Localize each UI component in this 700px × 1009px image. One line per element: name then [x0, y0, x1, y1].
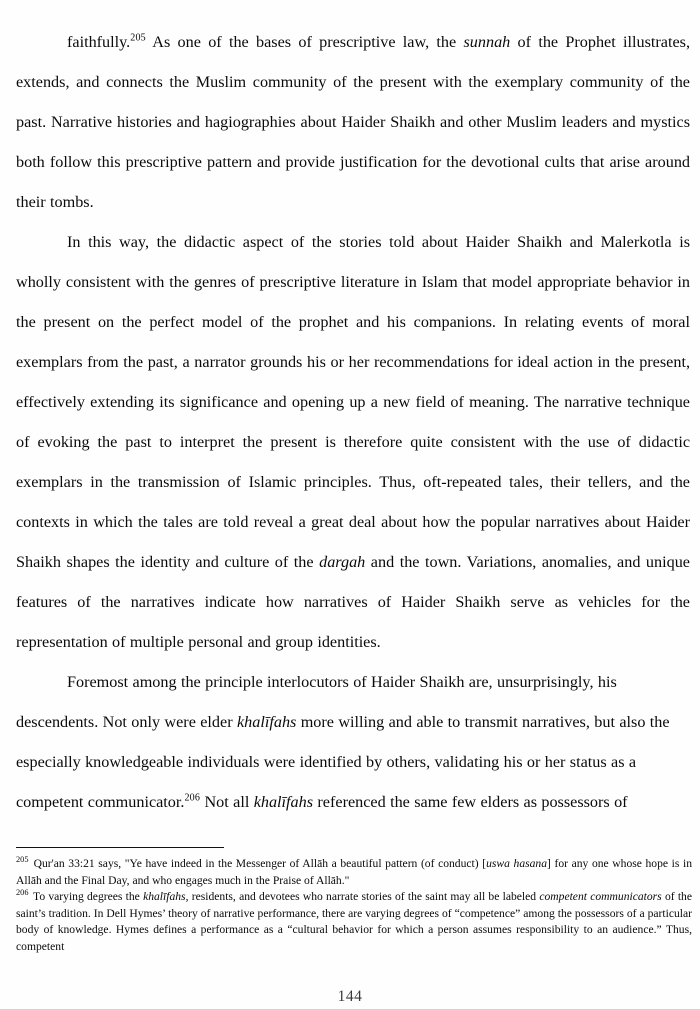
footnote-section [16, 856, 692, 956]
italic-term: khalīfahs [143, 890, 186, 904]
italic-term: dargah [319, 553, 366, 571]
footnote-reference-206[interactable]: 206 [184, 792, 201, 804]
footnote-number-206: 206 [16, 888, 29, 898]
footnote-206: $^{206}$ To varying degrees the khalīfahs, residents, and devotees who narrate stories of the saint may all be labeled competent communicators of the saint’s tradition. In Dell Hymes’ theory of narrative performance, there are varying degrees of “competence” among the possessors of a particular body of knowledge. Hymes defines a performance as a “cultural behavior for which a person assumes responsibility to an audience.” Thus, competent [16, 888, 693, 953]
italic-term: khalīfahs [236, 713, 297, 731]
body-paragraph-1: faithfully.$^{205}$ As one of the bases of prescriptive law, the sunnah of the Prophet illustrates, extends, and connects the Muslim community of the present with the exemplary community of the past. Narrative histories and hagiographies about Haider Shaikh and other Muslim leaders and mystics both follow this prescriptive pattern and provide justification for the devotional cults that arise around their tombs. [16, 32, 690, 211]
footnote-reference-205[interactable]: 205 [130, 32, 146, 44]
page-number: 144 [337, 988, 363, 1005]
italic-term: khalīfahs [253, 793, 314, 811]
footnote-205: $^{205}$ Qur'an 33:21 says, "Ye have indeed in the Messenger of Allāh a beautiful pattern (of conduct) [uswa hasana] for any one whose hope is in Allāh and the Final Day, and who engages much in the Praise of Allāh." [16, 855, 692, 887]
body-paragraph-2: In this way, the didactic aspect of the stories told about Haider Shaikh and Malerkotla is wholly consistent with the genres of prescriptive literature in Islam that model appropriate behavior in the present on the perfect model of the prophet and his companions. In relating events of moral exemplars from the past, a narrator grounds his or her recommendations for ideal action in the present, effectively extending its significance and opening up a new field of meaning. The narrative technique of evoking the past to interpret the present is therefore quite consistent with the use of didactic exemplars in the transmission of Islamic principles. Thus, oft-repeated tales, their tellers, and the contexts in which the tales are told reveal a great deal about how the popular narratives about Haider Shaikh shapes the identity and culture of the dargah and the town. Variations, anomalies, and unique features of the narratives indicate how narratives of Haider Shaikh serve as vehicles for the representation of multiple personal and group identities. [16, 233, 690, 651]
page-body-text [16, 22, 690, 822]
italic-term: uswa hasana [486, 857, 548, 870]
italic-term: competent communicators [539, 890, 662, 904]
body-paragraph-3: Foremost among the principle interlocutors of Haider Shaikh are, unsurprisingly, his descendents. Not only were elder khalīfahs more willing and able to transmit narratives, but also the especially knowledgeable individuals were identified by others, validating his or her status as a competent communicator.$^{206}$ Not all khalīfahs referenced the same few elders as possessors of [16, 673, 670, 811]
italic-term: sunnah [463, 33, 511, 51]
footnote-number-205: 205 [16, 855, 29, 865]
footnote-separator-rule [16, 847, 224, 848]
